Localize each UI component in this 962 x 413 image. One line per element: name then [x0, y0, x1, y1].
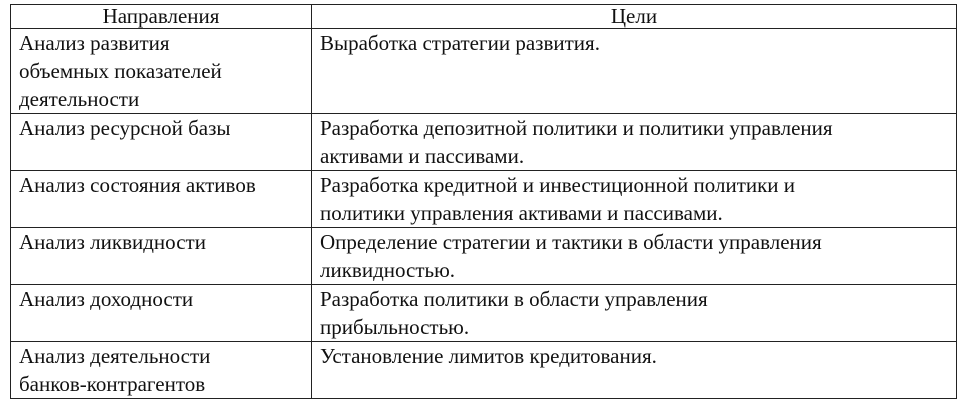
goal-line: ликвидностью.	[320, 258, 456, 282]
goal-line: Разработка политики в области управления	[320, 287, 708, 311]
goal-line: Выработка стратегии развития.	[320, 31, 600, 55]
goal-line: Разработка депозитной политики и политики управления	[320, 116, 833, 140]
goal-line: Определение стратегии и тактики в области управления	[320, 230, 822, 254]
goal-line: Установление лимитов кредитования.	[320, 344, 657, 368]
direction-line: банков-контрагентов	[19, 372, 206, 396]
table-row	[11, 342, 957, 399]
goal-line: прибыльностью.	[320, 315, 470, 339]
goal-cell	[312, 29, 957, 114]
table-row	[11, 171, 957, 228]
table-row	[11, 29, 957, 114]
table-header-row	[11, 5, 957, 29]
goal-line: активами и пассивами.	[320, 144, 525, 168]
goal-cell	[312, 228, 957, 285]
direction-cell	[11, 228, 312, 285]
direction-cell	[11, 342, 312, 399]
direction-cell	[11, 171, 312, 228]
direction-cell	[11, 29, 312, 114]
directions-goals-table	[10, 4, 957, 399]
goal-cell	[312, 342, 957, 399]
direction-line: Анализ доходности	[19, 287, 194, 311]
header-goals: Цели	[312, 5, 957, 29]
goal-line: Разработка кредитной и инвестиционной политики и	[320, 173, 796, 197]
table-row	[11, 228, 957, 285]
direction-line: Анализ ресурсной базы	[19, 116, 231, 140]
goal-cell	[312, 114, 957, 171]
direction-line: Анализ ликвидности	[19, 230, 206, 254]
goal-cell	[312, 171, 957, 228]
direction-line: деятельности	[19, 87, 140, 111]
goal-line: политики управления активами и пассивами.	[320, 201, 723, 225]
table-row	[11, 285, 957, 342]
direction-cell	[11, 285, 312, 342]
direction-line: Анализ состояния активов	[19, 173, 256, 197]
direction-cell	[11, 114, 312, 171]
direction-line: объемных показателей	[19, 59, 222, 83]
goal-cell	[312, 285, 957, 342]
direction-line: Анализ деятельности	[19, 344, 211, 368]
header-directions: Направления	[11, 5, 312, 29]
table-row	[11, 114, 957, 171]
direction-line: Анализ развития	[19, 31, 170, 55]
